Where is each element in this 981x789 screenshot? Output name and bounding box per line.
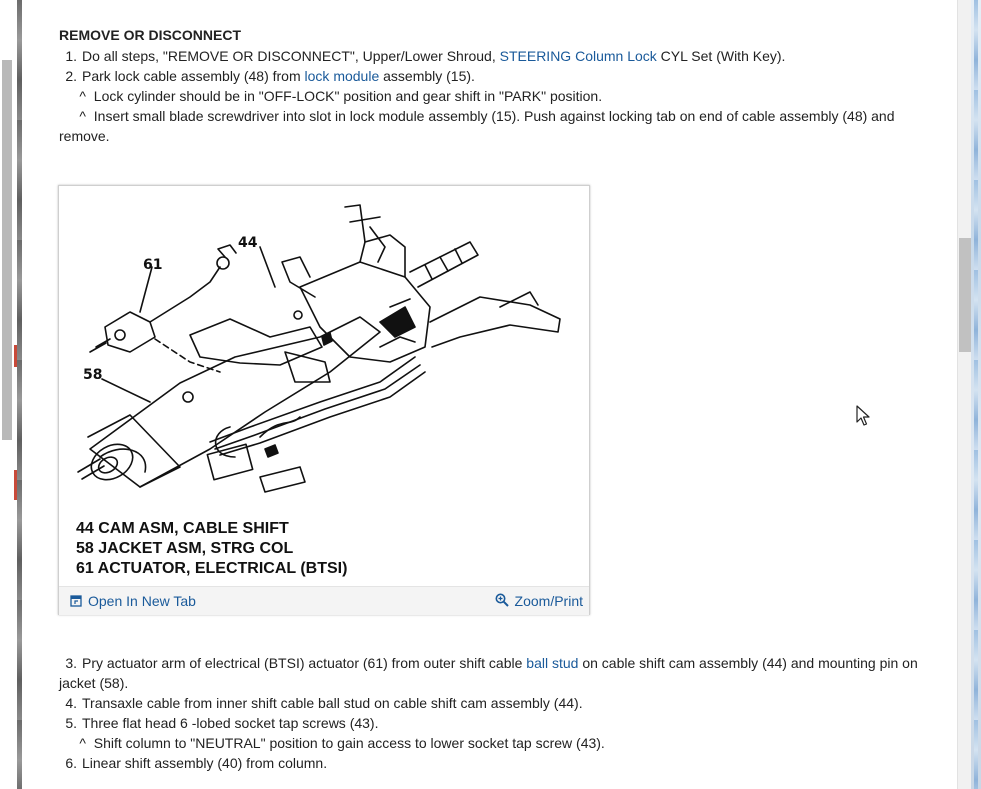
step-5: 5. Three flat head 6 -lobed socket tap screws (43). bbox=[65, 715, 379, 731]
note-lock-cylinder: ^ Lock cylinder should be in "OFF-LOCK" position and gear shift in "PARK" position. bbox=[79, 88, 603, 104]
lock-module-link[interactable]: lock module bbox=[304, 68, 380, 84]
step-2: 2. Park lock cable assembly (48) from lock module assembly (15). bbox=[65, 68, 475, 84]
new-tab-icon bbox=[70, 595, 82, 607]
step-3: 3. Pry actuator arm of electrical (BTSI) actuator (61) from outer shift cable ball stud on cable shift cam assembly (44) and mounting pin on bbox=[65, 655, 918, 671]
legend-item-44: 44 CAM ASM, CABLE SHIFT bbox=[76, 520, 289, 537]
left-scrollbar[interactable] bbox=[2, 60, 12, 440]
left-edge-marker bbox=[14, 345, 17, 367]
open-in-new-tab-link[interactable]: Open In New Tab bbox=[70, 593, 196, 609]
callout-58: 58 bbox=[83, 367, 103, 383]
legend-item-58: 58 JACKET ASM, STRG COL bbox=[76, 540, 294, 557]
callout-44: 44 bbox=[238, 235, 258, 251]
scrollbar-thumb[interactable] bbox=[959, 238, 971, 352]
legend-item-61: 61 ACTUATOR, ELECTRICAL (BTSI) bbox=[76, 560, 348, 577]
section-heading: REMOVE OR DISCONNECT bbox=[59, 27, 242, 43]
diagram-legend bbox=[76, 519, 347, 579]
note-insert-screwdriver: ^ Insert small blade screwdriver into slot in lock module assembly (15). Push against locking tab on end of cable assembly (48) and bbox=[79, 108, 895, 124]
left-edge-strip bbox=[17, 0, 22, 789]
mouse-cursor-icon bbox=[856, 405, 872, 427]
step-6: 6. Linear shift assembly (40) from column. bbox=[65, 755, 328, 771]
note-shift-neutral: ^ Shift column to "NEUTRAL" position to gain access to lower socket tap screw (43). bbox=[79, 735, 605, 751]
left-window-edge bbox=[0, 0, 22, 789]
zoom-print-link[interactable]: Zoom/Print bbox=[495, 593, 583, 609]
vertical-scrollbar[interactable] bbox=[957, 0, 972, 789]
left-edge-marker bbox=[14, 470, 17, 500]
diagram-figure bbox=[58, 185, 590, 615]
callout-61: 61 bbox=[143, 257, 163, 273]
steering-column-lock-link[interactable]: STEERING Column Lock bbox=[499, 48, 657, 64]
note-wrap: remove. bbox=[59, 128, 110, 144]
step-1: 1. Do all steps, "REMOVE OR DISCONNECT", Upper/Lower Shroud, STEERING Column Lock CYL Set (With Key). bbox=[65, 48, 786, 64]
right-window-edge bbox=[971, 0, 981, 789]
step-3-wrap: jacket (58). bbox=[59, 675, 129, 691]
ball-stud-link[interactable]: ball stud bbox=[526, 655, 579, 671]
zoom-icon bbox=[495, 593, 509, 607]
step-4: 4. Transaxle cable from inner shift cable ball stud on cable shift cam assembly (44). bbox=[65, 695, 583, 711]
figure-footer bbox=[59, 586, 589, 615]
